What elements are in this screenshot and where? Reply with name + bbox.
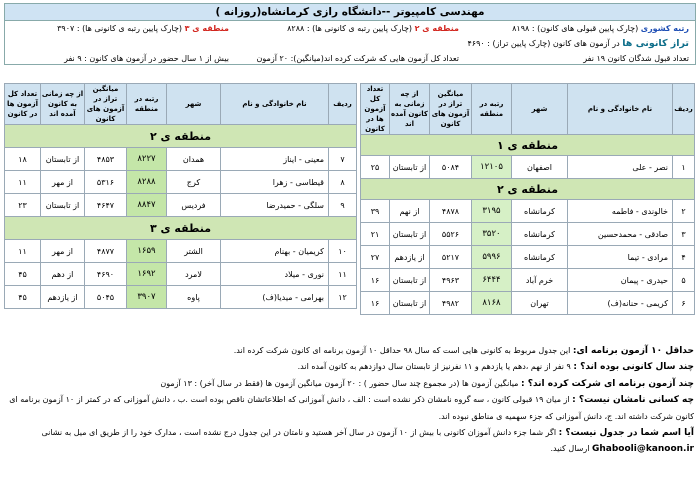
cell-name: نوری - میلاد [221,263,329,286]
col-header-count: تعداد کل آزمون ها در کانون [5,84,41,125]
cell-since: از تابستان [41,148,85,171]
cell-rank: ۳۱۹۵ [472,200,512,223]
col-header-city: شهر [512,84,568,135]
cell-city: کرمانشاه [512,200,568,223]
table-row [361,200,695,223]
cell-count: ۱۱ [5,171,41,194]
cell-name: معینی - ایناز [221,148,329,171]
cell-city: پاوه [167,286,221,309]
region-heading: منطقه ی ۳ [5,217,357,240]
header-row-2 [5,36,695,51]
table-row [5,148,357,171]
note-4: چه کسانی نامشان نیست؟ : از میان ۱۹ قبولی کانون ، سه گروه نامشان ذکر نشده است : الف ، دانش آموزانی که اطلاعاتشان ناقص بوده است .ب ، دانش آموزانی که در کمتر از ۱۰ آزمون برنامه ای [9,395,694,406]
level-info: تراز کانونی ها در آزمون های کانون (چارک پایین تراز) : ۴۶۹۰ [467,38,689,49]
cell-rank: ۶۴۴۴ [472,269,512,292]
cell-n: ۱۲ [329,286,357,309]
header-box [4,3,696,65]
cell-count: ۲۱ [361,223,390,246]
cell-n: ۳ [673,223,695,246]
col-header-rank: رتبه در منطقه [472,84,512,135]
cell-count: ۴۵ [5,263,41,286]
cell-count: ۱۸ [5,148,41,171]
cell-name: کریمیان - بهنام [221,240,329,263]
region-heading: منطقه ی ۱ [361,135,695,156]
cell-name: قیطاسی - زهرا [221,171,329,194]
cell-n: ۹ [329,194,357,217]
cell-count: ۱۶ [361,292,390,315]
cell-n: ۲ [673,200,695,223]
cell-level: ۴۹۶۳ [430,269,472,292]
cell-name: بهرامی - میدیا(ف) [221,286,329,309]
table-row [5,263,357,286]
cell-since: از نهم [390,200,430,223]
cell-rank: ۳۵۲۰ [472,223,512,246]
cell-level: ۴۶۹۰ [85,263,127,286]
table-row [361,156,695,179]
cell-rank: ۸۲۸۸ [127,171,167,194]
cell-city: کرمانشاه [512,223,568,246]
cell-name: نصر - علی [568,156,673,179]
notes [6,343,694,458]
cell-level: ۵۰۴۵ [85,286,127,309]
cell-city: اصفهان [512,156,568,179]
cell-count: ۲۷ [361,246,390,269]
col-header-name: نام خانوادگی و نام [568,84,673,135]
cell-count: ۴۵ [5,286,41,309]
page-title: مهندسی کامپیوتر --دانشگاه رازی کرمانشاه(روزانه ) [5,4,695,21]
cell-since: از یازدهم [390,246,430,269]
col-header-row: ردیف [673,84,695,135]
table-row [361,269,695,292]
region3-rank: منطقه ی ۳ (چارک پایین رتبه ی کانونی ها) : ۳۹۰۷ [57,24,229,33]
note-2: چند سال کانونی بوده اند؟ : ۹ نفر از نهم ،دهم یا یازدهم و ۱۱ نفرنیز از تابستان سال دوازدهم به کانون آمده اند. [297,362,694,373]
cell-since: از یازدهم [41,286,85,309]
region2-rank: منطقه ی ۲ (چارک پایین رتبه ی کانونی ها) : ۸۲۸۸ [287,24,459,33]
cell-count: ۲۵ [361,156,390,179]
col-header-level: میانگین تراز در آزمون های کانون [430,84,472,135]
table-row [361,292,695,315]
cell-level: ۴۹۸۲ [430,292,472,315]
header-row [5,84,357,125]
cell-level: ۴۸۷۸ [430,200,472,223]
cell-since: از تابستان [390,292,430,315]
cell-city: همدان [167,148,221,171]
note-5b: Ghabooli@kanoon.ir ارسال کنید. [550,444,694,455]
cell-city: فردیس [167,194,221,217]
cell-rank: ۱۲۱۰۵ [472,156,512,179]
col-header-since: از چه زمانی به کانون آمده اند [41,84,85,125]
table-row [361,223,695,246]
cell-city: لامرد [167,263,221,286]
cell-count: ۳۹ [361,200,390,223]
cell-city: کرمانشاه [512,246,568,269]
table-row [5,194,357,217]
region-heading: منطقه ی ۲ [5,125,357,148]
over-year: بیش از ۱ سال حضور در آزمون های کانون : ۹ نفر [64,54,229,63]
col-header-name: نام خانوادگی و نام [221,84,329,125]
cell-n: ۸ [329,171,357,194]
cell-city: تهران [512,292,568,315]
accepted-count: تعداد قبول شدگان کانون ۱۹ نفر [583,54,689,63]
cell-level: ۵۰۸۴ [430,156,472,179]
email-link[interactable]: Ghabooli@kanoon.ir [591,444,694,455]
cell-since: از مهر [41,240,85,263]
col-header-rank: رتبه در منطقه [127,84,167,125]
cell-rank: ۱۶۵۹ [127,240,167,263]
left-table [4,83,357,309]
cell-name: مرادی - تیما [568,246,673,269]
cell-level: ۵۳۱۶ [85,171,127,194]
exam-count: تعداد کل آزمون هایی که شرکت کرده اند(میانگین): ۲۰ آزمون [256,54,459,63]
region-heading: منطقه ی ۲ [361,179,695,200]
cell-level: ۴۸۷۷ [85,240,127,263]
cell-n: ۱۱ [329,263,357,286]
cell-level: ۵۵۲۶ [430,223,472,246]
cell-n: ۱ [673,156,695,179]
header-row [361,84,695,135]
table-row [5,171,357,194]
cell-since: از تابستان [390,156,430,179]
cell-n: ۱۰ [329,240,357,263]
cell-since: از مهر [41,171,85,194]
country-rank: رتبه کشوری (چارک پایین قبولی های کانون) : ۸۱۹۸ [512,24,689,33]
cell-rank: ۸۸۴۷ [127,194,167,217]
cell-since: از تابستان [390,223,430,246]
cell-name: خالوندی - فاطمه [568,200,673,223]
cell-n: ۷ [329,148,357,171]
header-row-1 [5,21,695,36]
cell-name: سلگی - حمیدرضا [221,194,329,217]
table-row [5,240,357,263]
col-header-row: ردیف [329,84,357,125]
cell-rank: ۸۲۲۷ [127,148,167,171]
note-1: حداقل ۱۰ آزمون برنامه ای: این جدول مربوط به کانونی هایی است که سال ۹۸ حداقل ۱۰ آزمون برنامه ای کانون شرکت کرده اند. [233,346,694,356]
table-row [361,246,695,269]
cell-name: صادقی - محمدحسین [568,223,673,246]
cell-since: از تابستان [390,269,430,292]
cell-rank: ۸۱۶۸ [472,292,512,315]
header-row-3 [5,51,695,66]
col-header-city: شهر [167,84,221,125]
cell-name: حیدری - پیمان [568,269,673,292]
cell-since: از تابستان [41,194,85,217]
cell-n: ۵ [673,269,695,292]
cell-rank: ۵۹۹۶ [472,246,512,269]
note-4b: کانون شرکت داشته اند. ج، دانش آموزانی که جزء سهمیه ی مناطق نبوده اند. [438,411,694,421]
table-row [5,286,357,309]
cell-level: ۴۶۴۷ [85,194,127,217]
cell-level: ۴۸۵۳ [85,148,127,171]
right-table [360,83,695,315]
cell-since: از دهم [41,263,85,286]
col-header-count: تعداد کل آزمون ها در کانون [361,84,390,135]
cell-count: ۱۶ [361,269,390,292]
cell-city: خرم آباد [512,269,568,292]
col-header-since: از چه زمانی به کانون آمده اند [390,84,430,135]
cell-name: کریمی - حنانه(ف) [568,292,673,315]
cell-rank: ۳۹۰۷ [127,286,167,309]
cell-city: کرج [167,171,221,194]
cell-city: الشتر [167,240,221,263]
note-5: آیا اسم شما در جدول نیست؟ : اگر شما جزء دانش آموزان کانونی با بیش از ۱۰ آزمون در سال آخر هستید و نامتان در این جدول درج نشده است ، مدارک خود را از طریق ای میل به نشانی [41,428,694,439]
col-header-level: میانگین تراز در آزمون های کانون [85,84,127,125]
cell-count: ۱۱ [5,240,41,263]
cell-count: ۲۳ [5,194,41,217]
cell-rank: ۱۶۹۲ [127,263,167,286]
cell-n: ۴ [673,246,695,269]
cell-level: ۵۲۱۷ [430,246,472,269]
note-3: چند آزمون برنامه ای شرکت کرده اند؟ : میانگین آزمون ها (در مجموع چند سال حضور ) : ۲۰ آزمون میانگین آزمون ها (فقط در سال آخر) : ۱۳ آزمون [160,378,694,389]
cell-n: ۶ [673,292,695,315]
